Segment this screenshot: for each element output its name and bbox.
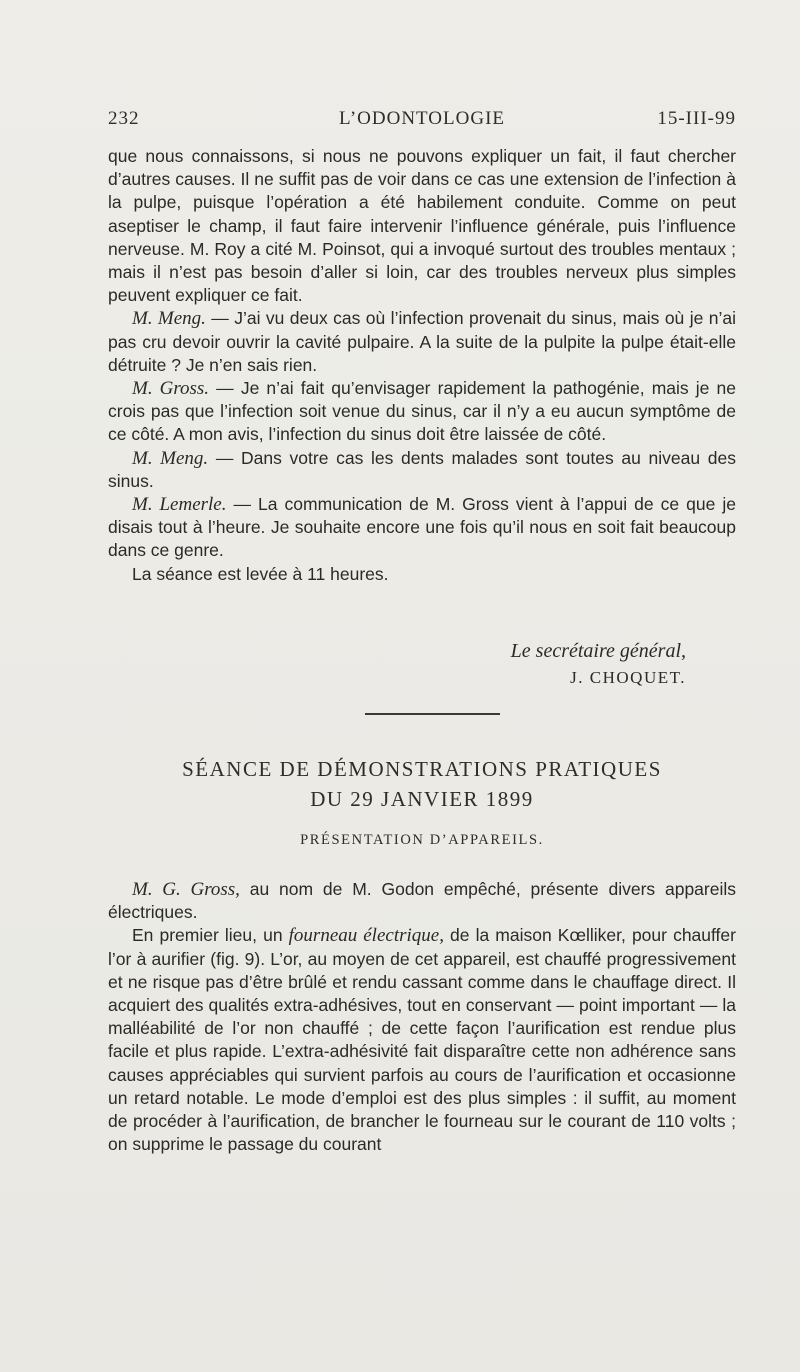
paragraph: M. Meng. — Dans votre cas les dents malades sont toutes au niveau des sinus.: [108, 447, 736, 491]
section-subtitle: PRÉSENTATION D’APPAREILS.: [300, 832, 544, 848]
speaker-name: M. Meng.: [132, 308, 206, 330]
speaker-name: M. Lemerle.: [132, 494, 227, 516]
paragraph: M. Gross. — Je n’ai fait qu’envisager rapidement la pathogénie, mais je ne crois pas que l’infection soit venue du sinus, car il n’y a eu aucun symptôme de ce côté. A mon avis, l’infection du sinus doit être laissée de côté.: [108, 378, 736, 445]
section-date: DU 29 JANVIER 1899: [310, 787, 534, 811]
signature-name: J. CHOQUET.: [570, 668, 686, 687]
discussion-text: [108, 145, 736, 586]
paragraph: En premier lieu, un fourneau électrique, de la maison Kœlliker, pour chauffer l’or à aurifier (fig. 9). L’or, au moyen de cet appareil, est chauffé progressivement et ne risque pas d’être brûlé et rendu cassant comme dans le chauffage direct. Il acquiert des qualités extra-adhésives, tout en conservant — point important — la malléabilité de l’or non chauffé ; de cette façon l’aurification est rendue plus facile et plus rapide. L’extra-adhésivité fait disparaître cette non adhérence sans causes appréciables qui survient parfois au cours de l’aurification et occasionne un retard notable. Le mode d’emploi est des plus simples : il suffit, au moment de procéder à l’aurification, de brancher le fourneau sur le courant de 110 volts ; on supprime le passage du courant: [108, 925, 736, 1155]
presentation-text: [108, 878, 736, 1156]
speaker-name: M. Meng.: [132, 447, 209, 469]
section-title: SÉANCE DE DÉMONSTRATIONS PRATIQUES: [182, 757, 662, 781]
paragraph: M. G. Gross, au nom de M. Godon empêché, présente divers appareils électriques.: [108, 879, 736, 923]
issue-date: 15-III-99: [657, 108, 736, 129]
emphasis: fourneau électrique,: [288, 925, 444, 947]
section-divider: [365, 713, 500, 715]
paragraph: La séance est levée à 11 heures.: [132, 563, 389, 584]
paragraph: M. Meng. — J’ai vu deux cas où l’infection provenait du sinus, mais où je n’ai pas cru devoir ouvrir la cavité pulpaire. A la suite de la pulpite la pulpe était-elle détruite ? Je n’en sais rien.: [108, 308, 736, 375]
speaker-name: M. Gross.: [132, 378, 210, 400]
page-number: 232: [108, 108, 140, 129]
speaker-name: M. G. Gross,: [132, 879, 240, 900]
journal-title: L’ODONTOLOGIE: [338, 108, 506, 129]
paragraph: M. Lemerle. — La communication de M. Gross vient à l’appui de ce que je disais tout à l’heure. Je souhaite encore une fois qu’il nous en soit fait beaucoup dans ce genre.: [108, 494, 737, 561]
paragraph: que nous connaissons, si nous ne pouvons expliquer un fait, il faut chercher d’autres causes. Il ne suffit pas de voir dans ce cas une extension de l’infection à la pulpe, puisque l’opération a été habilement conduite. Comme on peut aseptiser le champ, il faut faire intervenir l’influence générale, puis l’influence nerveuse. M. Roy a cité M. Poinsot, qui a invoqué surtout des troubles mentaux ; mais il n’est pas besoin d’aller si loin, car des troubles nerveux plus simples peuvent expliquer ce fait.: [108, 146, 736, 306]
signature-role: Le secrétaire général,: [510, 640, 686, 662]
